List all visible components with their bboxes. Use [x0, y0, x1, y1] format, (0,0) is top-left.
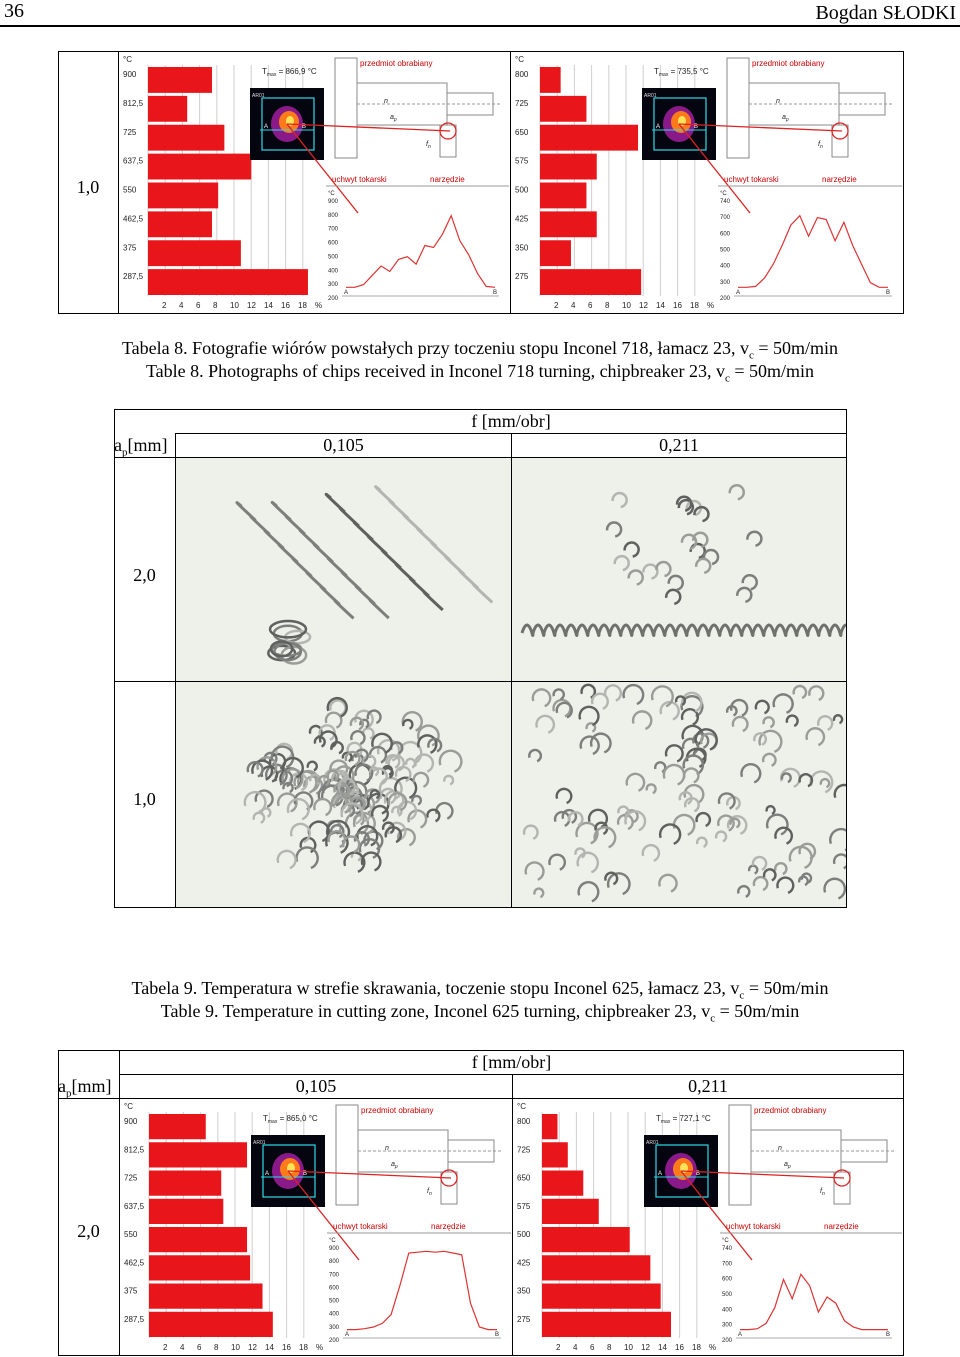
- temperature-bar: [149, 1227, 247, 1252]
- profile-scale-tick: 400: [329, 1311, 340, 1318]
- temperature-bar: [148, 125, 224, 151]
- workpiece-label: przedmiot obrabiany: [361, 1106, 434, 1115]
- bar-scale-tick: 725: [515, 98, 529, 108]
- bar-scale-tick: 500: [517, 1230, 531, 1239]
- bar-unit-label: °C: [123, 55, 132, 64]
- table8-caption-pl: Tabela 8. Fotografie wiórów powstałych przy toczeniu stopu Inconel 718, łamacz 23, $v_c = 50m/\min$: [121, 338, 839, 362]
- point-a-label: A: [264, 124, 269, 130]
- chuck-label: uchwyt tokarski: [726, 1222, 781, 1231]
- bar-scale-tick: 725: [124, 1173, 138, 1183]
- bar-axis-tick: 8: [605, 301, 610, 310]
- table8-col-0-105: 0,105: [323, 435, 364, 455]
- bar-axis-tick: 2: [163, 1343, 168, 1352]
- bar-axis-tick: 8: [213, 301, 218, 310]
- profile-scale-tick: 200: [329, 1338, 340, 1344]
- row-label-1-0: 1,0: [76, 177, 100, 197]
- chip-photo-2-0-0105: [176, 458, 511, 681]
- bar-axis-tick: 16: [282, 1343, 291, 1352]
- bar-scale-tick: 462,5: [123, 214, 144, 224]
- table8-col-0-211: 0,211: [659, 435, 699, 455]
- bar-scale-tick: 275: [517, 1314, 531, 1324]
- bar-scale-tick: 637,5: [123, 156, 144, 166]
- running-author: Bogdan SŁODKI: [815, 2, 956, 24]
- bar-axis-tick: 18: [299, 1343, 308, 1352]
- bar-axis-tick: %: [707, 301, 715, 310]
- profile-scale-tick: 200: [720, 296, 731, 302]
- bar-axis-tick: 18: [692, 1343, 701, 1352]
- bar-axis-tick: 18: [690, 301, 699, 310]
- tool-sketch: [441, 1172, 457, 1204]
- point-b-label: B: [302, 124, 307, 130]
- temperature-bar: [540, 154, 597, 180]
- chuck-sketch: [727, 58, 749, 158]
- chuck-label: uchwyt tokarski: [332, 175, 387, 184]
- bar-scale-tick: 550: [124, 1230, 138, 1239]
- profile-scale-tick: 500: [722, 1292, 733, 1298]
- tool-sketch: [440, 125, 456, 157]
- chuck-sketch: [336, 1105, 358, 1205]
- bar-axis-tick: 4: [179, 301, 184, 310]
- table9-row-2-0: 2,0: [77, 1221, 100, 1241]
- bar-axis-tick: 4: [180, 1343, 185, 1352]
- temperature-bar: [540, 240, 571, 266]
- bar-axis-tick: 10: [230, 301, 239, 310]
- table9-col-0-105: 0,105: [295, 1076, 337, 1096]
- profile-b-label: B: [493, 290, 498, 296]
- temperature-bar: [149, 1142, 247, 1167]
- bar-scale-tick: 650: [517, 1173, 531, 1183]
- bar-scale-tick: 500: [515, 185, 529, 195]
- profile-a-label: A: [345, 1332, 350, 1338]
- bar-axis-tick: 6: [588, 301, 593, 310]
- bar-axis-tick: %: [315, 301, 323, 310]
- chip-photo-1-0-0211: [512, 682, 846, 907]
- table8-caption-en: Table 8. Photographs of chips received in Inconel 718 turning, chipbreaker 23, $v_c = 50m/\min$: [145, 361, 815, 385]
- profile-scale-tick: 800: [329, 1259, 340, 1266]
- bar-axis-tick: 10: [622, 301, 631, 310]
- page-number: 36: [4, 0, 24, 22]
- profile-scale-tick: 400: [720, 263, 731, 270]
- profile-scale-tick: 200: [328, 296, 339, 302]
- tmax-label: $T_{max} = 865,0$ °C: [263, 1114, 318, 1125]
- temperature-bar: [542, 1255, 650, 1280]
- chuck-sketch: [335, 58, 357, 158]
- chuck-label: uchwyt tokarski: [724, 175, 779, 184]
- table9-col-0-211: 0,211: [688, 1076, 728, 1096]
- bar-unit-label: °C: [515, 55, 524, 64]
- ap-label: $a_p$: [390, 114, 397, 123]
- bar-scale-tick: 800: [517, 1117, 531, 1126]
- temperature-bar: [540, 67, 561, 93]
- temperature-bar: [148, 211, 212, 237]
- profile-scale-tick: 800: [328, 212, 339, 219]
- tmax-label: $T_{max} = 727,1$ °C: [656, 1114, 711, 1125]
- ap-label: $a_p$: [782, 114, 789, 123]
- profile-scale-tick: 500: [329, 1298, 340, 1305]
- table9-f-header: f [mm/obr]: [471, 1052, 552, 1072]
- bar-scale-tick: 637,5: [124, 1201, 145, 1211]
- bar-axis-tick: %: [316, 1343, 324, 1352]
- workpiece-label: przedmiot obrabiany: [754, 1106, 827, 1115]
- bar-axis-tick: 16: [673, 301, 682, 310]
- profile-scale-tick: 900: [328, 199, 339, 205]
- fn-label: $f_n$: [427, 1188, 432, 1197]
- profile-scale-tick: 400: [722, 1307, 733, 1314]
- ap-label: $a_p$: [391, 1161, 398, 1170]
- bar-scale-tick: 650: [515, 127, 529, 137]
- bar-axis-tick: 12: [641, 1343, 650, 1352]
- bar-axis-tick: 6: [197, 1343, 202, 1352]
- temperature-bar: [148, 96, 187, 122]
- temperature-bar: [149, 1284, 263, 1309]
- thermogram-t9-left: [121, 1100, 511, 1354]
- bar-axis-tick: 6: [196, 301, 201, 310]
- n-label: n: [778, 1145, 782, 1152]
- table9-caption-en: Table 9. Temperature in cutting zone, Inconel 625 turning, chipbreaker 23, $v_c = 50m/\min$: [160, 1001, 800, 1025]
- profile-unit-label: °C: [720, 191, 727, 197]
- profile-scale-tick: 600: [720, 231, 731, 238]
- tool-label: narzędzie: [430, 175, 465, 184]
- ar-label: AR01: [253, 1140, 266, 1146]
- bar-axis-tick: 14: [265, 1343, 274, 1352]
- bar-axis-tick: 8: [214, 1343, 219, 1352]
- profile-unit-label: °C: [722, 1238, 729, 1244]
- ap-label: $a_p$: [784, 1161, 791, 1170]
- bar-axis-tick: 16: [675, 1343, 684, 1352]
- temperature-bar: [542, 1312, 671, 1337]
- table8-row-1-0: 1,0: [133, 789, 156, 809]
- profile-unit-label: °C: [329, 1238, 336, 1244]
- profile-unit-label: °C: [328, 191, 335, 197]
- bar-scale-tick: 350: [515, 243, 529, 253]
- profile-scale-tick: 200: [722, 1338, 733, 1344]
- bar-scale-tick: 425: [517, 1258, 531, 1268]
- bar-scale-tick: 550: [123, 185, 137, 195]
- thermogram-t8-left: [120, 53, 509, 312]
- temperature-profile-line: [346, 216, 495, 288]
- n-label: n: [385, 1145, 389, 1152]
- fn-label: $f_n$: [820, 1188, 825, 1197]
- bar-axis-tick: 8: [607, 1343, 612, 1352]
- temperature-bar: [148, 154, 251, 180]
- fn-label: $f_n$: [818, 141, 823, 150]
- bar-scale-tick: 375: [123, 243, 137, 253]
- bar-scale-tick: 725: [517, 1145, 531, 1155]
- temperature-profile-line: [347, 1251, 497, 1329]
- profile-scale-tick: 400: [328, 268, 339, 275]
- bar-axis-tick: 12: [248, 1343, 257, 1352]
- bar-axis-tick: 18: [298, 301, 307, 310]
- bar-scale-tick: 287,5: [123, 272, 144, 282]
- table9-caption-pl: Tabela 9. Temperatura w strefie skrawania, toczenie stopu Inconel 625, łamacz 23, $v_c = 50m/\min$: [131, 978, 829, 1002]
- profile-scale-tick: 700: [720, 215, 731, 222]
- profile-scale-tick: 900: [329, 1246, 340, 1252]
- point-b-label: B: [696, 1171, 701, 1177]
- tmax-label: $T_{max} = 735,5$ °C: [654, 67, 709, 78]
- ar-label: AR01: [252, 93, 265, 99]
- table9-ap-label: $a_p[mm]$: [58, 1076, 112, 1100]
- bar-axis-tick: 16: [281, 301, 290, 310]
- bar-axis-tick: 12: [639, 301, 648, 310]
- tool-label: narzędzie: [431, 1222, 466, 1231]
- workpiece-label: przedmiot obrabiany: [752, 59, 825, 68]
- profile-b-label: B: [886, 290, 891, 296]
- bar-axis-tick: 10: [231, 1343, 240, 1352]
- temperature-profile-line: [740, 1274, 888, 1329]
- point-a-label: A: [265, 1171, 270, 1177]
- bar-axis-tick: 2: [556, 1343, 561, 1352]
- temperature-bar: [542, 1199, 599, 1224]
- bar-scale-tick: 287,5: [124, 1314, 145, 1324]
- temperature-bar: [149, 1199, 223, 1224]
- profile-b-label: B: [495, 1332, 500, 1338]
- temperature-bar: [542, 1171, 583, 1196]
- point-b-label: B: [303, 1171, 308, 1177]
- profile-a-label: A: [736, 290, 741, 296]
- bar-axis-tick: 6: [590, 1343, 595, 1352]
- temperature-bar: [540, 211, 597, 237]
- bar-axis-tick: 14: [658, 1343, 667, 1352]
- profile-b-label: B: [886, 1332, 891, 1338]
- temperature-bar: [540, 125, 638, 151]
- temperature-bar: [542, 1284, 661, 1309]
- bar-scale-tick: 275: [515, 272, 529, 282]
- ar-label: AR01: [646, 1140, 659, 1146]
- temperature-profile-line: [738, 216, 888, 288]
- profile-scale-tick: 300: [329, 1324, 340, 1331]
- bar-axis-tick: 14: [656, 301, 665, 310]
- profile-a-label: A: [344, 290, 349, 296]
- bar-axis-tick: %: [709, 1343, 717, 1352]
- bar-scale-tick: 725: [123, 127, 137, 137]
- temperature-bar: [542, 1142, 568, 1167]
- chip-photo-2-0-0211: [512, 458, 846, 681]
- profile-scale-tick: 300: [722, 1322, 733, 1329]
- tool-label: narzędzie: [824, 1222, 859, 1231]
- thermogram-t8-right: [512, 53, 902, 312]
- header-rule: [0, 25, 960, 27]
- profile-scale-tick: 500: [720, 247, 731, 254]
- bar-scale-tick: 575: [517, 1201, 531, 1211]
- bar-scale-tick: 900: [124, 1117, 138, 1126]
- workpiece-label: przedmiot obrabiany: [360, 59, 433, 68]
- bar-axis-tick: 10: [624, 1343, 633, 1352]
- profile-scale-tick: 500: [328, 254, 339, 261]
- profile-scale-tick: 700: [329, 1272, 340, 1279]
- temperature-bar: [540, 183, 586, 209]
- photo-background: [512, 458, 846, 681]
- profile-scale-tick: 740: [722, 1246, 733, 1252]
- chuck-label: uchwyt tokarski: [333, 1222, 388, 1231]
- point-a-label: A: [656, 124, 661, 130]
- table8-ap-label: $a_p[mm]$: [114, 435, 168, 459]
- profile-a-label: A: [738, 1332, 743, 1338]
- bar-axis-tick: 2: [162, 301, 167, 310]
- profile-scale-tick: 600: [722, 1276, 733, 1283]
- bar-axis-tick: 4: [573, 1343, 578, 1352]
- temperature-bar: [148, 183, 218, 209]
- temperature-bar: [540, 269, 641, 295]
- temperature-bar: [148, 269, 308, 295]
- tool-sketch: [832, 125, 848, 157]
- temperature-bar: [149, 1171, 221, 1196]
- chuck-sketch: [729, 1105, 751, 1205]
- bar-scale-tick: 350: [517, 1286, 531, 1296]
- tool-label: narzędzie: [822, 175, 857, 184]
- profile-scale-tick: 300: [328, 282, 339, 289]
- bar-scale-tick: 575: [515, 156, 529, 166]
- profile-scale-tick: 700: [722, 1261, 733, 1268]
- bar-scale-tick: 462,5: [124, 1258, 145, 1268]
- bar-axis-tick: 14: [264, 301, 273, 310]
- bar-axis-tick: 2: [554, 301, 559, 310]
- profile-scale-tick: 700: [328, 226, 339, 233]
- point-b-label: B: [694, 124, 699, 130]
- temperature-bar: [149, 1312, 273, 1337]
- profile-scale-tick: 740: [720, 199, 731, 205]
- point-a-label: A: [658, 1171, 663, 1177]
- bar-scale-tick: 812,5: [123, 98, 144, 108]
- temperature-bar: [542, 1227, 630, 1252]
- bar-axis-tick: 4: [571, 301, 576, 310]
- bar-scale-tick: 800: [515, 70, 529, 79]
- temperature-bar: [148, 67, 212, 93]
- bar-unit-label: °C: [517, 1102, 526, 1111]
- bar-unit-label: °C: [124, 1102, 133, 1111]
- bar-scale-tick: 900: [123, 70, 137, 79]
- temperature-bar: [540, 96, 586, 122]
- bar-scale-tick: 812,5: [124, 1145, 145, 1155]
- n-label: n: [384, 98, 388, 105]
- table8-f-header: f [mm/obr]: [471, 411, 551, 431]
- profile-scale-tick: 300: [720, 279, 731, 286]
- n-label: n: [776, 98, 780, 105]
- tmax-label: $T_{max} = 866,9$ °C: [262, 67, 317, 78]
- table8-row-2-0: 2,0: [133, 565, 156, 585]
- ar-label: AR01: [644, 93, 657, 99]
- temperature-bar: [542, 1114, 557, 1139]
- fn-label: $f_n$: [426, 141, 431, 150]
- bar-scale-tick: 375: [124, 1286, 138, 1296]
- profile-scale-tick: 600: [329, 1285, 340, 1292]
- bar-scale-tick: 425: [515, 214, 529, 224]
- temperature-bar: [149, 1255, 250, 1280]
- temperature-bar: [149, 1114, 206, 1139]
- profile-scale-tick: 600: [328, 240, 339, 247]
- temperature-bar: [148, 240, 241, 266]
- bar-axis-tick: 12: [247, 301, 256, 310]
- tool-sketch: [834, 1172, 850, 1204]
- chip-photo-1-0-0105: [176, 682, 511, 907]
- thermogram-t9-right: [514, 1100, 902, 1354]
